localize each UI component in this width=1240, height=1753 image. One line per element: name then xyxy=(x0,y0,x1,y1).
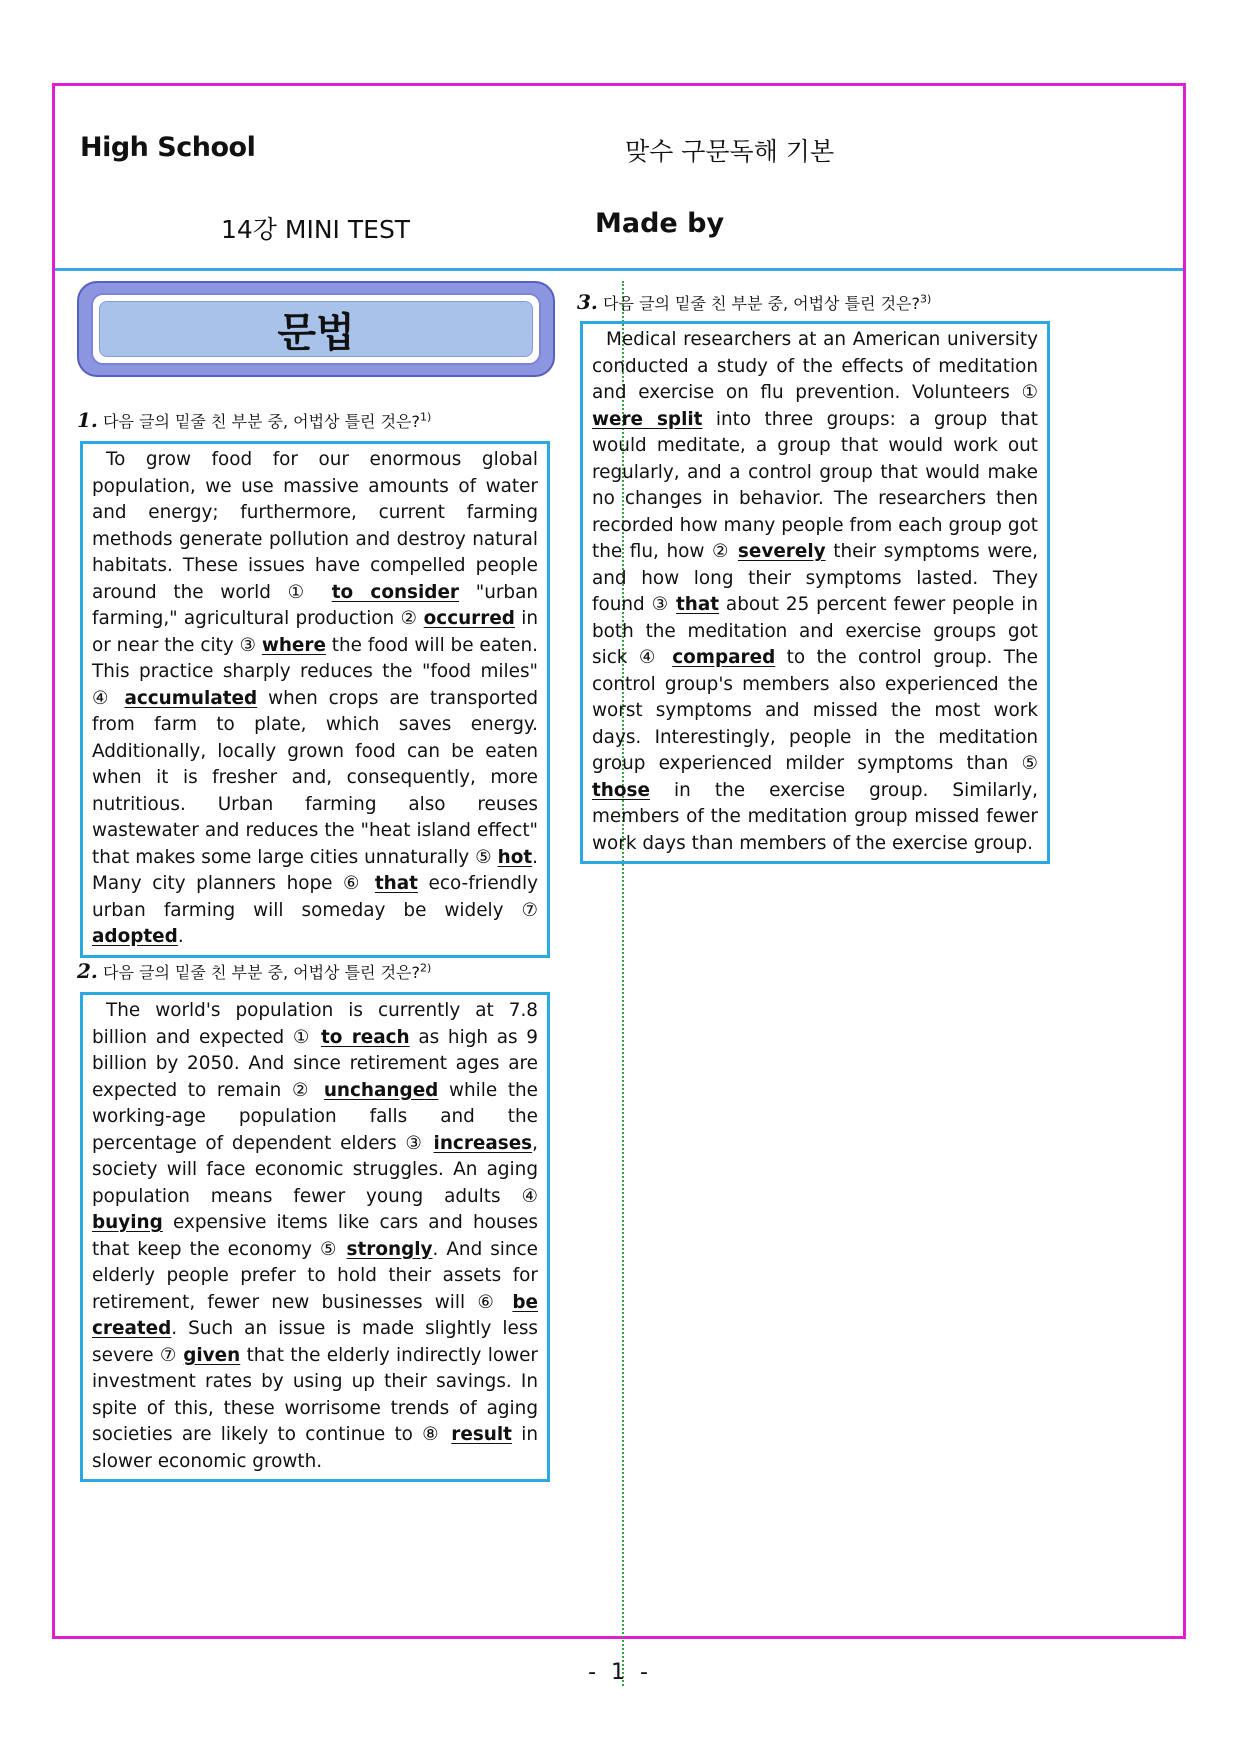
question-1-passage xyxy=(80,441,550,958)
passage-text: . Many city planners hope ⑥ xyxy=(92,846,538,894)
question-1-text xyxy=(92,447,538,951)
passage-text: . And since elderly people prefer to hold their assets for retirement, fewer new businesses will ⑥ xyxy=(92,1238,538,1313)
page-number: - 1 - xyxy=(588,1660,652,1685)
underlined-choice: adopted xyxy=(92,926,178,947)
underlined-choice: that xyxy=(374,873,418,894)
underlined-choice: to consider xyxy=(331,581,460,603)
passage-text: The world's population is currently at 7.8 billion and expected ① xyxy=(92,1000,538,1048)
question-2-number: 2. xyxy=(77,959,98,983)
question-2-text xyxy=(92,998,538,1475)
passage-text: in the exercise group. Similarly, members of the meditation group missed fewer work days than members of the exercise group. xyxy=(592,779,1038,854)
passage-text: To grow food for our enormous global population, we use massive amounts of water and energy; furthermore, current farming methods generate pollution and destroy natural habitats. These issues have compelled people around the world ① xyxy=(92,449,538,603)
passage-text: when crops are transported from farm to plate, which saves energy. Additionally, locally grown food can be eaten when it is fresher and, consequently, more nutritious. Urban farming also reuses wastewater and reduces the "heat island effect" that makes some large cities unnaturally ⑤ xyxy=(92,687,538,868)
passage-text: in or near the city ③ xyxy=(92,608,538,656)
question-3-heading xyxy=(577,290,931,314)
question-2-heading xyxy=(77,959,431,983)
section-banner xyxy=(77,281,555,377)
book-title: 맞수 구문독해 기본 xyxy=(625,137,835,166)
underlined-choice: hot xyxy=(497,846,533,868)
question-3-text xyxy=(592,327,1038,857)
question-1-prompt: 다음 글의 밑줄 친 부분 중, 어법상 틀린 것은? xyxy=(102,412,421,431)
question-3-prompt: 다음 글의 밑줄 친 부분 중, 어법상 틀린 것은? xyxy=(602,294,921,313)
underlined-choice: increases xyxy=(433,1132,533,1154)
question-2-note: 2) xyxy=(420,961,432,975)
underlined-choice: those xyxy=(592,779,650,801)
page-header xyxy=(55,86,1183,271)
underlined-choice: compared xyxy=(672,647,776,668)
passage-text: while the working-age population falls and the percentage of dependent elders ③ xyxy=(92,1079,538,1154)
underlined-choice: that xyxy=(675,594,720,615)
question-2-prompt: 다음 글의 밑줄 친 부분 중, 어법상 틀린 것은? xyxy=(102,963,421,982)
underlined-choice: accumulated xyxy=(124,687,258,709)
test-title: 14강 MINI TEST xyxy=(221,215,411,244)
passage-text: eco-friendly urban farming will someday be widely ⑦ xyxy=(92,873,538,921)
school-level: High School xyxy=(80,132,256,163)
passage-text: . xyxy=(177,926,184,947)
underlined-choice: where xyxy=(261,634,326,656)
question-3-number: 3. xyxy=(577,290,598,314)
underlined-choice: were split xyxy=(592,408,703,430)
underlined-choice: unchanged xyxy=(323,1079,439,1101)
underlined-choice: occurred xyxy=(423,608,515,629)
section-title: 문법 xyxy=(99,301,533,357)
underlined-choice: buying xyxy=(92,1212,163,1233)
underlined-choice: be created xyxy=(92,1291,538,1339)
passage-text: in slower economic growth. xyxy=(92,1424,538,1472)
passage-text: into three groups: a group that would meditate, a group that would work out regularly, and a control group that would make no changes in behavior. The researchers then recorded how many people from each group got the flu, how ② xyxy=(592,408,1038,562)
passage-text: "urban farming," agricultural production ② xyxy=(92,581,539,629)
passage-text: that the elderly indirectly lower investment rates by using up their savings. In spite of this, these worrisome trends of aging societies are likely to continue to ⑧ xyxy=(92,1344,538,1445)
page-frame xyxy=(52,83,1186,1639)
question-2-passage xyxy=(80,992,550,1482)
made-by-label: Made by xyxy=(595,208,725,239)
question-1-number: 1. xyxy=(77,408,98,432)
underlined-choice: strongly xyxy=(346,1238,433,1260)
passage-text: as high as 9 billion by 2050. And since retirement ages are expected to remain ② xyxy=(92,1026,538,1101)
passage-text: to the control group. The control group's members also experienced the worst symptoms and missed the most work days. Interestingly, people in the meditation group experienced milder symptoms than ⑤ xyxy=(592,647,1038,774)
question-3-passage xyxy=(580,321,1050,864)
passage-text: Medical researchers at an American university conducted a study of the effects of meditation and exercise on flu prevention. Volunteers ① xyxy=(592,329,1038,403)
question-3-note: 3) xyxy=(920,292,932,306)
passage-text: their symptoms were, and how long their symptoms lasted. They found ③ xyxy=(592,541,1038,615)
underlined-choice: to reach xyxy=(321,1026,410,1048)
question-1-note: 1) xyxy=(420,410,432,424)
underlined-choice: severely xyxy=(737,541,826,562)
passage-text: expensive items like cars and houses that keep the economy ⑤ xyxy=(92,1212,538,1260)
passage-text: , society will face economic struggles. An aging population means fewer young adults ④ xyxy=(92,1132,538,1207)
question-1-heading xyxy=(77,408,431,432)
underlined-choice: given xyxy=(183,1344,241,1366)
underlined-choice: result xyxy=(451,1424,512,1445)
passage-text: about 25 percent fewer people in both the meditation and exercise groups got sick ④ xyxy=(592,594,1038,668)
passage-text: . Such an issue is made slightly less severe ⑦ xyxy=(92,1318,538,1366)
passage-text: the food will be eaten. This practice sharply reduces the "food miles" ④ xyxy=(92,634,538,709)
